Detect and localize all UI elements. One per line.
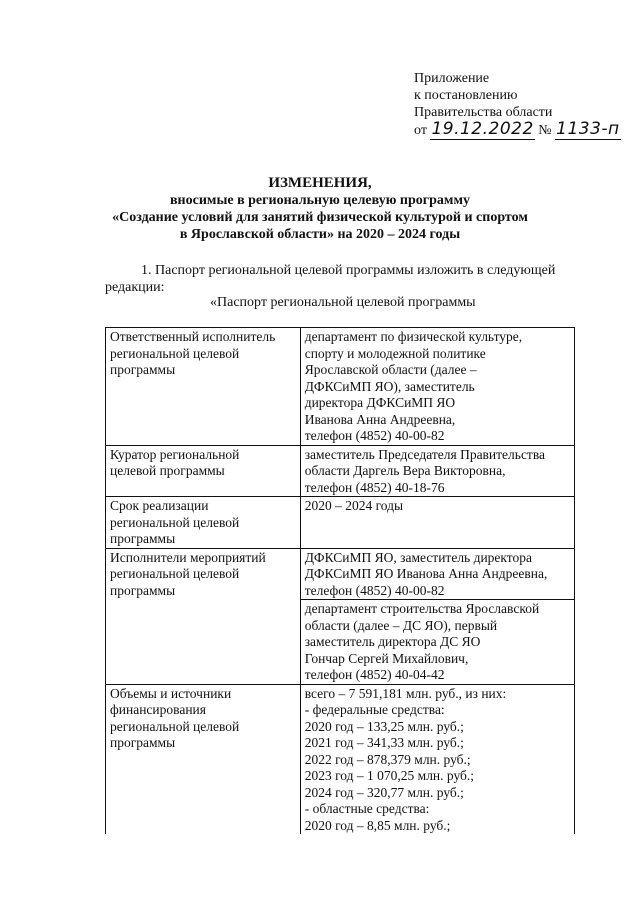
cell-line: 2024 год – 320,77 млн. руб.; — [304, 784, 464, 800]
paragraph-line: редакции: — [105, 280, 165, 295]
cell-line: Срок реализации — [110, 498, 209, 513]
cell-line: 2021 год – 341,33 млн. руб.; — [304, 735, 464, 750]
cell-line: области Даргель Вера Викторовна, — [304, 463, 506, 478]
cell-line: ДФКСиМП ЯО, заместитель директора — [304, 549, 533, 565]
cell-line: - областные средства: — [304, 801, 430, 816]
cell-line: финансирования — [110, 702, 206, 717]
table-cell-value — [300, 600, 574, 685]
table-row — [106, 328, 575, 446]
cell-line: 2023 год – 1 070,25 млн. руб.; — [304, 768, 475, 783]
cell-line: заместитель директора ДС ЯО — [304, 634, 481, 649]
cell-line: региональной целевой — [110, 718, 240, 734]
appendix-line: к постановлению — [414, 88, 518, 103]
title-line: «Создание условий для занятий физической культурой и спортом — [112, 210, 528, 225]
number-prefix: № — [538, 123, 552, 138]
cell-line: Ответственный исполнитель — [110, 329, 276, 344]
cell-line: Ярославской области (далее – — [304, 362, 477, 377]
cell-line: программы — [110, 582, 176, 598]
document-title — [70, 175, 570, 243]
table-row — [106, 548, 575, 600]
cell-line: - федеральные средства: — [304, 702, 445, 717]
cell-line: телефон (4852) 40-04-42 — [304, 667, 445, 682]
cell-line: целевой программы — [110, 463, 225, 478]
table-cell-label — [106, 497, 301, 549]
cell-line: телефон (4852) 40-00-82 — [304, 428, 445, 443]
cell-line: Иванова Анна Андреевна, — [304, 411, 456, 427]
date-prefix: от — [414, 123, 427, 138]
cell-line: департамент по физической культуре, — [304, 329, 523, 344]
table-row — [106, 684, 575, 834]
table-row — [106, 497, 575, 549]
cell-line: ДФКСиМП ЯО Иванова Анна Андреевна, — [304, 566, 548, 581]
title-line: в Ярославской области» на 2020 – 2024 годы — [179, 227, 461, 242]
cell-line: Объемы и источники — [110, 685, 232, 701]
appendix-block — [414, 70, 621, 139]
cell-line: программы — [110, 735, 176, 750]
passport-heading: «Паспорт региональной целевой программы — [210, 295, 476, 310]
paragraph-1 — [105, 262, 575, 296]
cell-line: региональной целевой — [110, 514, 240, 530]
appendix-date-line — [414, 121, 621, 139]
handwritten-date: 19.12.2022 — [431, 119, 534, 139]
cell-line: Исполнители мероприятий — [110, 549, 266, 565]
title-heading: ИЗМЕНЕНИЯ, — [268, 175, 372, 191]
cell-line: Куратор региональной — [110, 446, 240, 462]
cell-line: директора ДФКСиМП ЯО — [304, 395, 456, 410]
table-cell-label — [106, 445, 301, 497]
table-cell-value — [300, 548, 574, 600]
cell-line: департамент строительства Ярославской — [304, 601, 540, 616]
appendix-line: Правительства области — [414, 105, 553, 120]
table-cell-label — [106, 548, 301, 684]
table-cell-label — [106, 684, 301, 834]
cell-line: региональной целевой — [110, 345, 240, 361]
cell-line: телефон (4852) 40-00-82 — [304, 582, 445, 598]
cell-line: программы — [110, 531, 176, 546]
cell-line: 2020 – 2024 годы — [304, 498, 404, 513]
cell-line: ДФКСиМП ЯО), заместитель — [304, 378, 475, 394]
cell-line: программы — [110, 362, 176, 377]
cell-line: 2020 год – 133,25 млн. руб.; — [304, 718, 464, 734]
paragraph-line: 1. Паспорт региональной целевой программы изложить в следующей — [141, 263, 556, 278]
table-cell-value — [300, 328, 574, 446]
cell-line: спорту и молодежной политике — [304, 345, 486, 361]
cell-line: всего – 7 591,181 млн. руб., из них: — [304, 685, 507, 701]
table-cell-label — [106, 328, 301, 446]
cell-line: области (далее – ДС ЯО), первый — [304, 617, 498, 633]
passport-table — [105, 327, 575, 834]
cell-line: телефон (4852) 40-18-76 — [304, 479, 445, 495]
handwritten-number: 1133-п — [556, 119, 620, 139]
table-cell-value — [300, 445, 574, 497]
table-row — [106, 445, 575, 497]
table-cell-value — [300, 684, 574, 834]
cell-line: 2022 год – 878,379 млн. руб.; — [304, 751, 471, 767]
title-line: вносимые в региональную целевую программу — [170, 193, 470, 208]
cell-line: Гончар Сергей Михайлович, — [304, 650, 469, 666]
cell-line: региональной целевой — [110, 566, 240, 581]
table-cell-value — [300, 497, 574, 549]
cell-line: 2020 год – 8,85 млн. руб.; — [304, 817, 451, 833]
cell-line: заместитель Председателя Правительства — [304, 446, 546, 462]
appendix-line: Приложение — [414, 71, 490, 86]
